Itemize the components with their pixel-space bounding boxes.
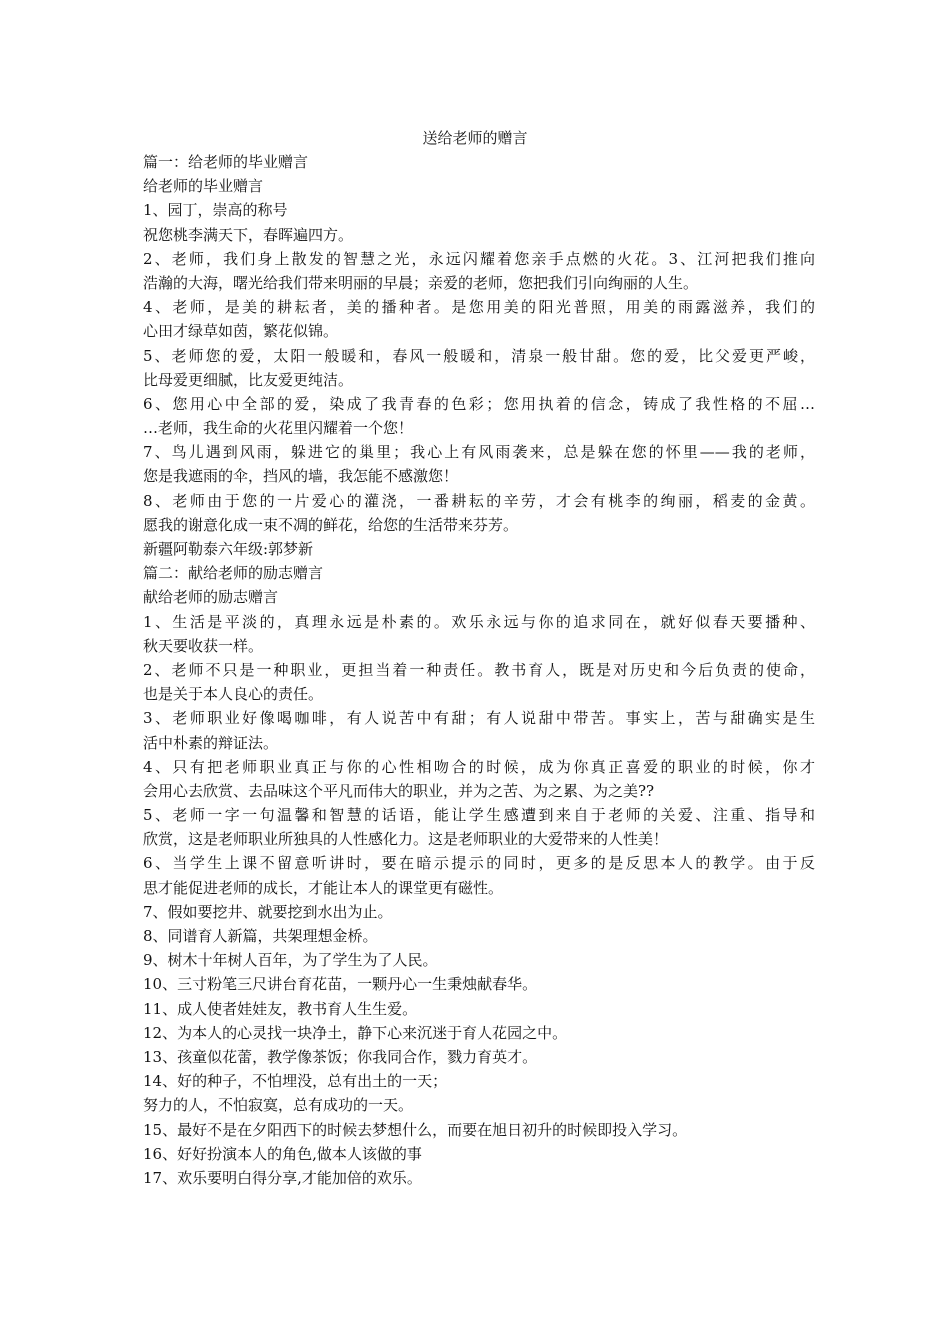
text-line: 4、只有把老师职业真正与你的心性相吻合的时候，成为你真正喜爱的职业的时候，你才 bbox=[143, 757, 815, 776]
text-line: 14、好的种子，不怕埋没，总有出土的一天； bbox=[143, 1072, 448, 1091]
text-line: 7、假如要挖井、就要挖到水出为止。 bbox=[143, 902, 393, 921]
document-title: 送给老师的赠言 bbox=[422, 129, 528, 147]
text-line: 2、老师，我们身上散发的智慧之光，永远闪耀着您亲手点燃的火花。3、江河把我们推向 bbox=[143, 249, 815, 268]
text-line: 祝您桃李满天下，春晖遍四方。 bbox=[143, 225, 354, 244]
text-line: 16、好好扮演本人的角色,做本人该做的事 bbox=[143, 1144, 422, 1163]
text-line: 心田才绿草如茵，繁花似锦。 bbox=[143, 322, 339, 341]
text-line: 6、您用心中全部的爱，染成了我青春的色彩；您用执着的信念，铸成了我性格的不屈… bbox=[143, 394, 815, 413]
text-line: 比母爱更细腻，比友爱更纯洁。 bbox=[143, 370, 354, 389]
text-line: 1、生活是平淡的，真理永远是朴素的。欢乐永远与你的追求同在，就好似春天要播种、 bbox=[143, 612, 815, 631]
text-line: 活中朴素的辩证法。 bbox=[143, 733, 279, 752]
document-body bbox=[143, 150, 815, 1190]
text-line: 8、老师由于您的一片爱心的灌浇，一番耕耘的辛劳，才会有桃李的绚丽，稻麦的金黄。 bbox=[143, 491, 815, 510]
text-line: 7、鸟儿遇到风雨，躲进它的巢里；我心上有风雨袭来，总是躲在您的怀里——我的老师， bbox=[143, 443, 815, 462]
text-line: 篇一：给老师的毕业赠言 bbox=[143, 153, 309, 171]
text-line: 5、老师您的爱，太阳一般暖和，春风一般暖和，清泉一般甘甜。您的爱，比父爱更严峻， bbox=[143, 346, 815, 365]
text-line: 愿我的谢意化成一束不凋的鲜花，给您的生活带来芬芳。 bbox=[143, 515, 519, 534]
text-line: 1、园丁，崇高的称号 bbox=[143, 201, 288, 220]
text-line: 15、最好不是在夕阳西下的时候去梦想什么，而要在旭日初升的时候即投入学习。 bbox=[143, 1120, 688, 1139]
text-line: 也是关于本人良心的责任。 bbox=[143, 685, 324, 704]
text-line: 会用心去欣赏、去品味这个平凡而伟大的职业，并为之苦、为之累、为之美?? bbox=[143, 781, 655, 800]
text-line: 9、树木十年树人百年，为了学生为了人民。 bbox=[143, 951, 438, 970]
text-line: 3、老师职业好像喝咖啡，有人说苦中有甜；有人说甜中带苦。事实上，苦与甜确实是生 bbox=[143, 709, 815, 728]
text-line: 6、当学生上课不留意听讲时，要在暗示提示的同时，更多的是反思本人的教学。由于反 bbox=[143, 854, 815, 873]
text-line: …老师，我生命的火花里闪耀着一个您！ bbox=[143, 419, 414, 438]
text-line: 欣赏，这是老师职业所独具的人性感化力。这是老师职业的大爱带来的人性美！ bbox=[143, 830, 669, 849]
text-line: 献给老师的励志赠言 bbox=[143, 588, 279, 607]
text-line: 17、欢乐要明白得分享,才能加倍的欢乐。 bbox=[143, 1168, 422, 1187]
text-line: 8、同谱育人新篇，共架理想金桥。 bbox=[143, 927, 378, 945]
text-line: 4、老师，是美的耕耘者，美的播种者。是您用美的阳光普照，用美的雨露滋养，我们的 bbox=[143, 298, 815, 317]
text-line: 5、老师一字一句温馨和智慧的话语，能让学生感遭到来自于老师的关爱、注重、指导和 bbox=[143, 806, 815, 825]
text-line: 努力的人，不怕寂寞，总有成功的一天。 bbox=[143, 1096, 414, 1115]
text-line: 11、成人使者娃娃友，教书育人生生爱。 bbox=[143, 999, 418, 1018]
text-line: 篇二：献给老师的励志赠言 bbox=[143, 564, 324, 583]
text-line: 您是我遮雨的伞，挡风的墙，我怎能不感激您！ bbox=[143, 467, 459, 486]
text-line: 秋天要收获一样。 bbox=[143, 636, 264, 655]
text-line: 2、老师不只是一种职业，更担当着一种责任。教书育人，既是对历史和今后负责的使命， bbox=[143, 660, 815, 679]
text-line: 浩瀚的大海，曙光给我们带来明丽的早晨；亲爱的老师，您把我们引向绚丽的人生。 bbox=[143, 273, 699, 292]
text-line: 思才能促进老师的成长，才能让本人的课堂更有磁性。 bbox=[143, 878, 504, 897]
text-line: 新疆阿勒泰六年级:郭梦新 bbox=[143, 540, 314, 558]
text-line: 10、三寸粉笔三尺讲台育花苗，一颗丹心一生秉烛献春华。 bbox=[143, 975, 538, 994]
text-line: 给老师的毕业赠言 bbox=[143, 177, 264, 196]
text-line: 13、孩童似花蕾，教学像茶饭；你我同合作，戮力育英才。 bbox=[143, 1047, 538, 1066]
text-line: 12、为本人的心灵找一块净土，静下心来沉迷于育人花园之中。 bbox=[143, 1023, 568, 1042]
